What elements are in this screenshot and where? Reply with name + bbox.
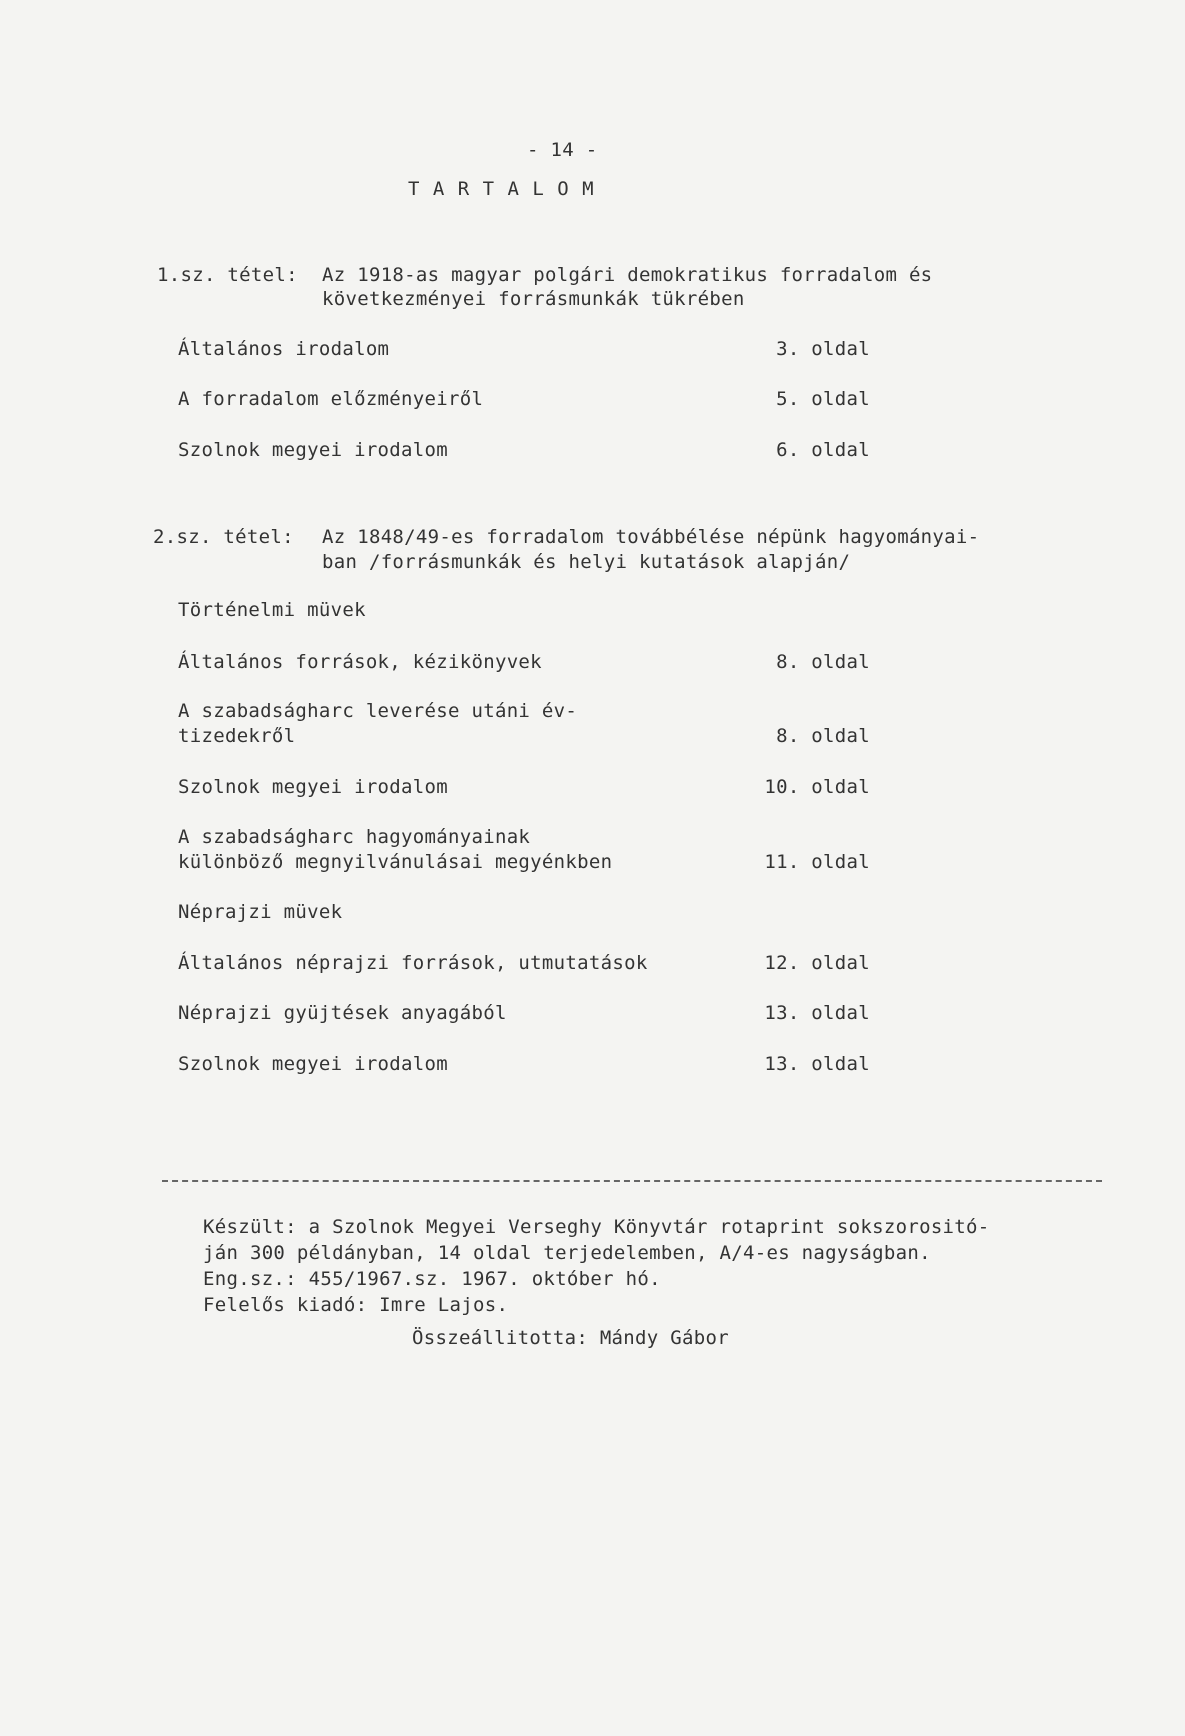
dashed-separator xyxy=(162,1180,1102,1182)
colophon-line: Készült: a Szolnok Megyei Verseghy Könyvtár rotaprint sokszorositó- xyxy=(203,1216,990,1238)
toc-entry-text: Általános irodalom xyxy=(178,338,390,360)
toc-entry-page: 5. oldal xyxy=(776,388,870,410)
toc-entry-page: 6. oldal xyxy=(776,439,870,461)
page-title: T A R T A L O M xyxy=(408,178,595,200)
section1-heading-line1: Az 1918-as magyar polgári demokratikus forradalom és xyxy=(322,264,933,286)
colophon-line: ján 300 példányban, 14 oldal terjedelemben, A/4-es nagyságban. xyxy=(203,1242,931,1264)
page-number: - 14 - xyxy=(527,139,598,161)
group-title-ethnographic: Néprajzi müvek xyxy=(178,901,343,923)
colophon-line: Felelős kiadó: Imre Lajos. xyxy=(203,1294,509,1316)
toc-entry-page: 8. oldal xyxy=(776,651,870,673)
toc-entry-text: Szolnok megyei irodalom xyxy=(178,439,448,461)
section2-label: 2.sz. tétel: xyxy=(153,526,294,548)
toc-entry-text-cont: tizedekről xyxy=(178,725,296,747)
section2-heading-line2: ban /forrásmunkák és helyi kutatások alapján/ xyxy=(322,551,851,573)
toc-entry-page: 10. oldal xyxy=(764,776,870,798)
toc-entry-text: A szabadságharc hagyományainak xyxy=(178,826,531,848)
toc-entry-text: A forradalom előzményeiről xyxy=(178,388,484,410)
section1-heading-line2: következményei forrásmunkák tükrében xyxy=(322,288,745,310)
compiler-credit: Összeállitotta: Mándy Gábor xyxy=(412,1327,729,1349)
group-title-historical: Történelmi müvek xyxy=(178,599,366,621)
toc-entry-page: 8. oldal xyxy=(776,725,870,747)
toc-entry-text: Néprajzi gyüjtések anyagából xyxy=(178,1002,507,1024)
toc-entry-page: 12. oldal xyxy=(764,952,870,974)
toc-entry-text: A szabadságharc leverése utáni év- xyxy=(178,700,578,722)
section2-heading-line1: Az 1848/49-es forradalom továbbélése népünk hagyományai- xyxy=(322,526,980,548)
toc-entry-text: Szolnok megyei irodalom xyxy=(178,776,448,798)
toc-entry-page: 3. oldal xyxy=(776,338,870,360)
toc-entry-text: Általános néprajzi források, utmutatások xyxy=(178,952,648,974)
toc-entry-page: 13. oldal xyxy=(764,1002,870,1024)
section1-label: 1.sz. tétel: xyxy=(157,264,298,286)
toc-entry-page: 11. oldal xyxy=(764,851,870,873)
toc-entry-page: 13. oldal xyxy=(764,1053,870,1075)
toc-entry-text: Szolnok megyei irodalom xyxy=(178,1053,448,1075)
colophon-line: Eng.sz.: 455/1967.sz. 1967. október hó. xyxy=(203,1268,661,1290)
toc-entry-text-cont: különböző megnyilvánulásai megyénkben xyxy=(178,851,613,873)
toc-entry-text: Általános források, kézikönyvek xyxy=(178,651,542,673)
